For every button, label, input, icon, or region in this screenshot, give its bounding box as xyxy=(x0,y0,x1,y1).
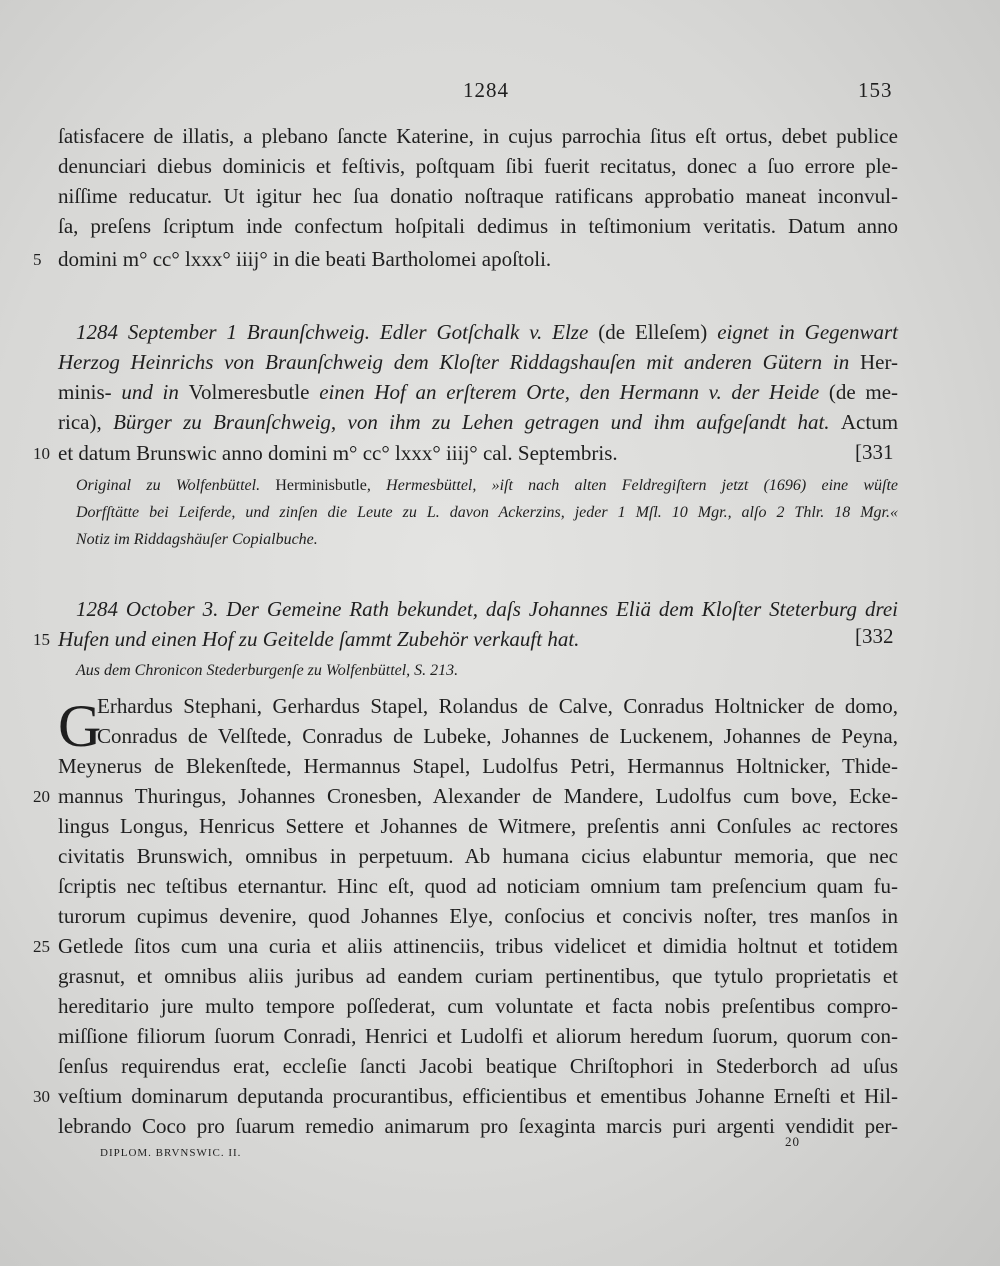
signature-mark: DIPLOM. BRVNSWIC. II. xyxy=(100,1147,242,1159)
text-line: ſenſus requirendus erat, eccleſie ſancti Jacobi beatique Chriſtophori in Stederborch ad uſus xyxy=(58,1054,898,1078)
source-note: Aus dem Chronicon Stederburgenſe zu Wolfenbüttel, S. 213. xyxy=(76,662,459,679)
text-line: grasnut, et omnibus aliis juribus ad eandem curiam pertinentibus, que tytulo proprietatis et xyxy=(58,964,898,988)
text-line: et datum Brunswic anno domini m° cc° lxxx° iiij° cal. Septembris. xyxy=(58,441,618,465)
sheet-number: 20 xyxy=(785,1134,800,1149)
source-note: Notiz im Riddagshäuſer Copialbuche. xyxy=(76,531,318,548)
line-number: 25 xyxy=(33,937,50,956)
text-line: Erhardus Stephani, Gerhardus Stapel, Rolandus de Calve, Conradus Holtnicker de domo, xyxy=(97,694,898,718)
text-line: niſſime reducatur. Ut igitur hec ſua donatio noſtraque ratificans approbatio maneat inconvul- xyxy=(58,184,898,208)
line-number: 15 xyxy=(33,630,50,649)
regest-332-line: Hufen und einen Hof zu Geitelde ſammt Zubehör verkauft hat. xyxy=(58,627,580,651)
line-number: 10 xyxy=(33,444,50,463)
source-note: Dorfſtätte bei Leiferde, und zinſen die Leute zu L. davon Ackerzins, jeder 1 Mſl. 10 Mgr., alſo 2 Thlr. 18 Mgr.« xyxy=(76,504,898,521)
page-number: 153 xyxy=(858,78,893,102)
document-number: [332 xyxy=(855,624,894,648)
regest-331-line: rica), Bürger zu Braunſchweig, von ihm zu Lehen getragen und ihm aufgeſandt hat. Actum xyxy=(58,410,899,434)
text-line: domini m° cc° lxxx° iiij° in die beati Bartholomei apoſtoli. xyxy=(58,247,552,271)
text-line: veſtium dominarum deputanda procurantibus, efficientibus et ementibus Johanne Erneſti et Hil- xyxy=(58,1084,898,1108)
document-number: [331 xyxy=(855,440,894,464)
line-number: 30 xyxy=(33,1087,50,1106)
regest-331-line: 1284 September 1 Braunſchweig. Edler Gotſchalk v. Elze (de Elleſem) eignet in Gegenwart xyxy=(76,320,898,344)
text-line: Meynerus de Blekenſtede, Hermannus Stapel, Ludolfus Petri, Hermannus Holtnicker, Thide- xyxy=(58,754,898,778)
source-note: Original zu Wolfenbüttel. Herminisbutle, Hermesbüttel, »iſt nach alten Feldregiſtern jetzt (1696) eine wüſte xyxy=(76,477,899,494)
text-line: civitatis Brunswich, omnibus in perpetuum. Ab humana cicius elabuntur memoria, que nec xyxy=(58,844,898,868)
text-line: ſa, preſens ſcriptum inde confectum hoſpitali dedimus in teſtimonium veritatis. Datum anno xyxy=(58,214,898,238)
text-line: miſſione filiorum ſuorum Conradi, Henrici et Ludolfi et aliorum heredum ſuorum, quorum con- xyxy=(58,1024,898,1048)
text-line: lingus Longus, Henricus Settere et Johannes de Witmere, preſentis anni Conſules ac rectores xyxy=(58,814,898,838)
regest-331-line: minis- und in Volmeresbutle einen Hof an erſterem Orte, den Hermann v. der Heide (de me- xyxy=(58,380,899,404)
regest-331-line: Herzog Heinrichs von Braunſchweig dem Kloſter Riddagshauſen mit anderen Gütern in Her- xyxy=(58,350,899,374)
regest-332-line: 1284 October 3. Der Gemeine Rath bekundet, daſs Johannes Eliä dem Kloſter Steterburg drei xyxy=(76,597,898,621)
text-line: lebrando Coco pro ſuarum remedio animarum pro ſexaginta marcis puri argenti vendidit per- xyxy=(58,1114,898,1138)
line-number: 5 xyxy=(33,250,42,269)
line-number: 20 xyxy=(33,787,50,806)
text-line: ſatisfacere de illatis, a plebano ſancte Katerine, in cujus parrochia ſitus eſt ortus, debet publice xyxy=(58,124,898,148)
text-line: Getlede ſitos cum una curia et aliis attinenciis, tribus videlicet et dimidia holtnut et totidem xyxy=(58,934,898,958)
drop-initial: G xyxy=(58,693,102,759)
text-line: hereditario jure multo tempore poſſederat, cum voluntate et facta nobis preſentibus compro- xyxy=(58,994,898,1018)
text-line: Conradus de Velſtede, Conradus de Lubeke, Johannes de Luckenem, Johannes de Peyna, xyxy=(97,724,898,748)
text-line: mannus Thuringus, Johannes Cronesben, Alexander de Mandere, Ludolfus cum bove, Ecke- xyxy=(58,784,898,808)
text-line: denunciari diebus dominicis et feſtivis, poſtquam ſibi fuerit recitatus, donec a ſuo errore ple- xyxy=(58,154,898,178)
text-line: ſcriptis nec teſtibus eternantur. Hinc eſt, quod ad noticiam omnium tam preſencium quam fu- xyxy=(58,874,898,898)
text-line: turorum cupimus devenire, quod Johannes Elye, conſocius et concivis noſter, tres manſos in xyxy=(58,904,898,928)
running-head-year: 1284 xyxy=(463,78,509,102)
